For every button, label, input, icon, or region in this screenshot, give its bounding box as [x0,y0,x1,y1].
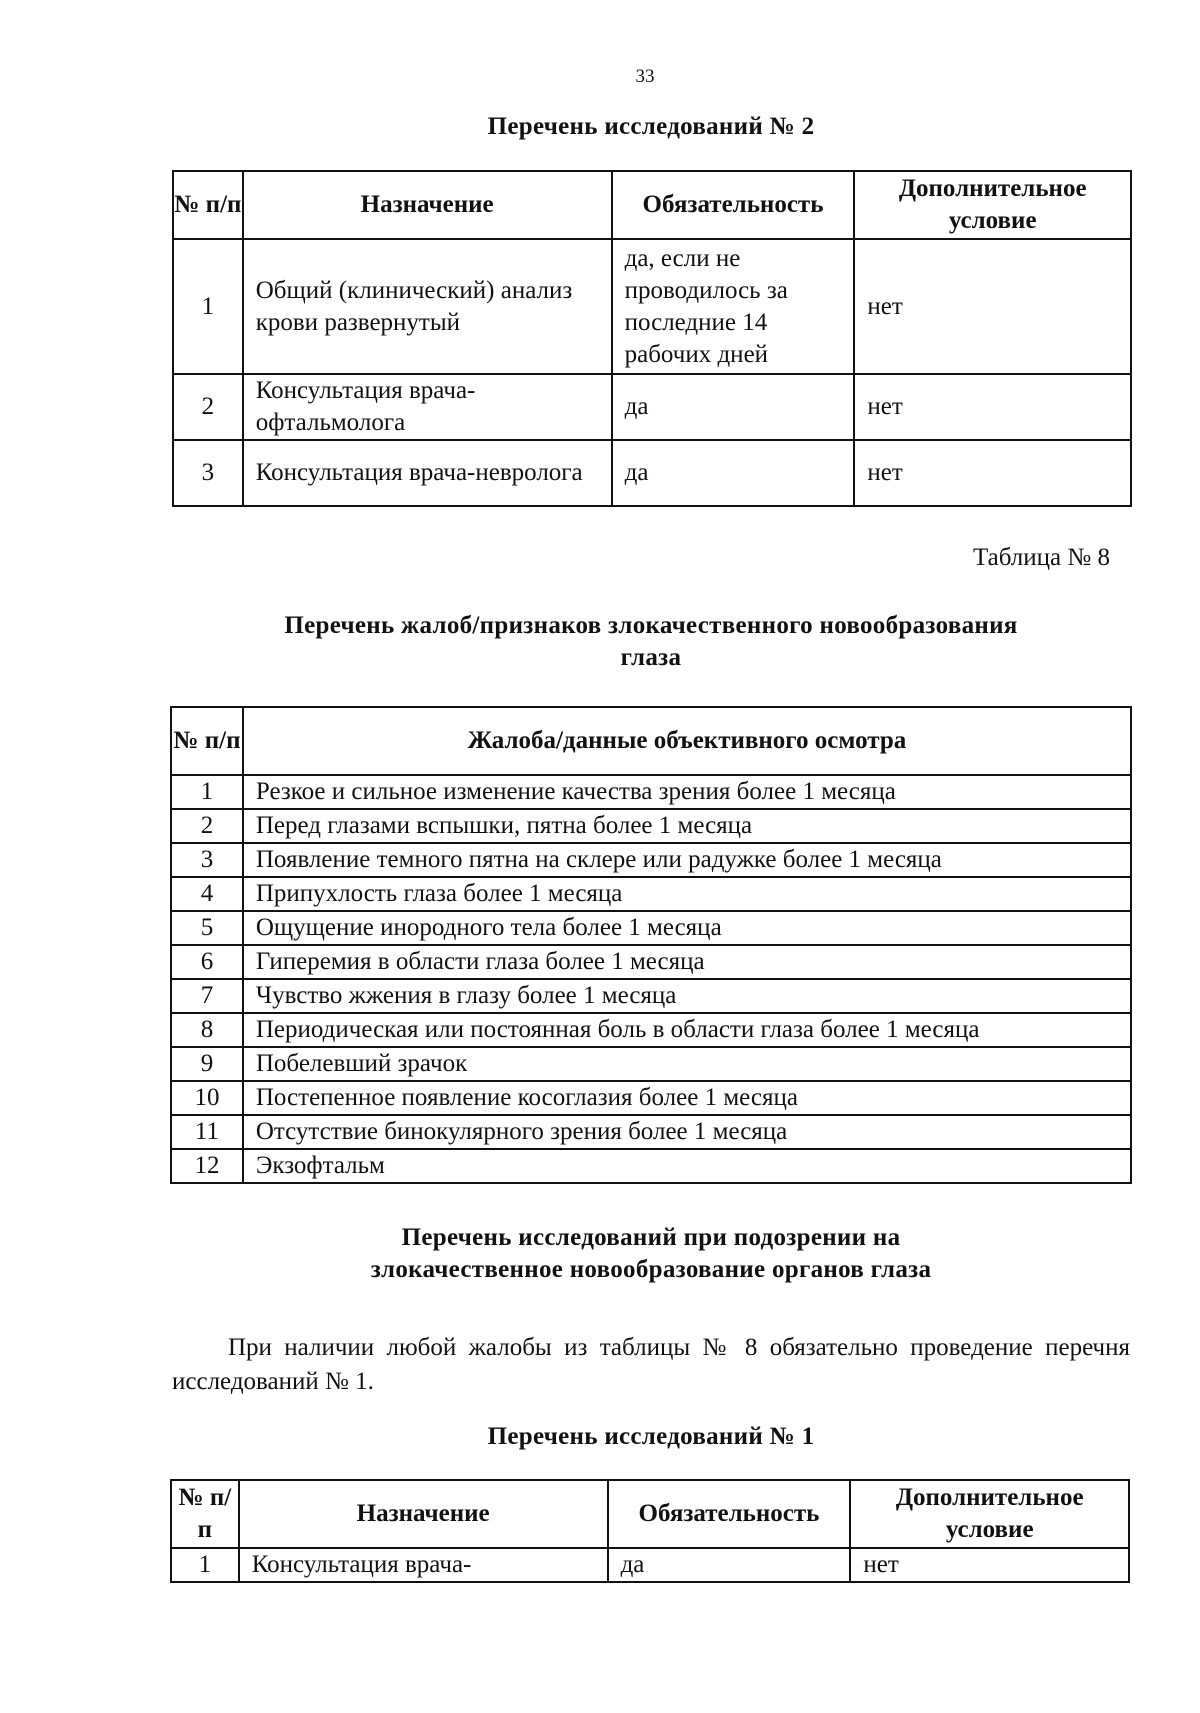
header-num: № п/п [173,171,243,239]
row-purpose: Общий (клинический) анализ крови развернутый [243,239,612,374]
row-purpose: Консультация врача- [239,1548,608,1582]
row-complaint: Периодическая или постоянная боль в области глаза более 1 месяца [243,1013,1131,1047]
row-complaint: Перед глазами вспышки, пятна более 1 месяца [243,809,1131,843]
table-row [171,979,1131,1013]
row-condition: нет [854,440,1131,506]
page-number: 33 [635,66,655,87]
list1-table [170,1479,1130,1583]
table8-title-line2: глаза [620,644,682,671]
table-header-row [171,1480,1129,1548]
row-complaint: Побелевший зрачок [243,1047,1131,1081]
row-num: 7 [171,979,243,1013]
row-num: 8 [171,1013,243,1047]
header-mandatory: Обязательность [608,1480,851,1548]
row-mandatory: да [612,440,855,506]
suspicion-title-line2: злокачественное новообразование органов глаза [370,1256,932,1283]
header-condition: Дополнительное условие [854,171,1131,239]
table-row [173,440,1131,506]
table-row [171,775,1131,809]
header-mandatory: Обязательность [612,171,855,239]
table-row [173,374,1131,440]
table-row [171,877,1131,911]
header-complaint: Жалоба/данные объективного осмотра [243,707,1131,775]
table8-label: Таблица № 8 [972,544,1110,571]
row-mandatory: да [612,374,855,440]
table-row [171,1115,1131,1149]
row-mandatory: да, если не проводилось за последние 14 рабочих дней [612,239,855,374]
row-complaint: Постепенное появление косоглазия более 1 месяца [243,1081,1131,1115]
table-header-row [171,707,1131,775]
table-row [171,843,1131,877]
table-row [171,1548,1129,1582]
row-num: 1 [171,775,243,809]
row-num: 1 [171,1548,239,1582]
row-mandatory: да [608,1548,851,1582]
header-num: № п/п [171,707,243,775]
row-num: 5 [171,911,243,945]
row-complaint: Гиперемия в области глаза более 1 месяца [243,945,1131,979]
list2-table [172,170,1132,507]
table-row [171,1081,1131,1115]
row-complaint: Появление темного пятна на склере или радужке более 1 месяца [243,843,1131,877]
row-complaint: Отсутствие бинокулярного зрения более 1 месяца [243,1115,1131,1149]
row-num: 12 [171,1149,243,1183]
row-num: 1 [173,239,243,374]
row-num: 3 [173,440,243,506]
row-num: 10 [171,1081,243,1115]
row-purpose: Консультация врача-офтальмолога [243,374,612,440]
suspicion-title-line1: Перечень исследований при подозрении на [401,1224,901,1251]
row-num: 6 [171,945,243,979]
header-purpose: Назначение [239,1480,608,1548]
header-condition: Дополнительное условие [850,1480,1129,1548]
table-row [171,911,1131,945]
table8-title [172,610,1130,674]
table-row [171,1013,1131,1047]
table8-title-line1: Перечень жалоб/признаков злокачественного новообразования [284,612,1018,639]
suspicion-title [172,1222,1130,1286]
row-complaint: Ощущение инородного тела более 1 месяца [243,911,1131,945]
row-num: 2 [171,809,243,843]
row-complaint: Припухлость глаза более 1 месяца [243,877,1131,911]
row-complaint: Экзофтальм [243,1149,1131,1183]
header-num: № п/п [171,1480,239,1548]
row-condition: нет [850,1548,1129,1582]
list1-title: Перечень исследований № 1 [487,1423,815,1450]
table-row [171,809,1131,843]
row-num: 2 [173,374,243,440]
table-row [171,945,1131,979]
suspicion-paragraph: При наличии любой жалобы из таблицы № 8 обязательно проведение перечня исследований № 1. [172,1334,1130,1395]
table-row [171,1149,1131,1183]
row-complaint: Чувство жжения в глазу более 1 месяца [243,979,1131,1013]
row-num: 3 [171,843,243,877]
row-num: 4 [171,877,243,911]
table-row [171,1047,1131,1081]
row-num: 9 [171,1047,243,1081]
row-condition: нет [854,239,1131,374]
list2-title: Перечень исследований № 2 [487,113,815,140]
table-header-row [173,171,1131,239]
row-condition: нет [854,374,1131,440]
table-row [173,239,1131,374]
row-purpose: Консультация врача-невролога [243,440,612,506]
row-num: 11 [171,1115,243,1149]
header-purpose: Назначение [243,171,612,239]
complaints-table [170,706,1132,1184]
row-complaint: Резкое и сильное изменение качества зрения более 1 месяца [243,775,1131,809]
